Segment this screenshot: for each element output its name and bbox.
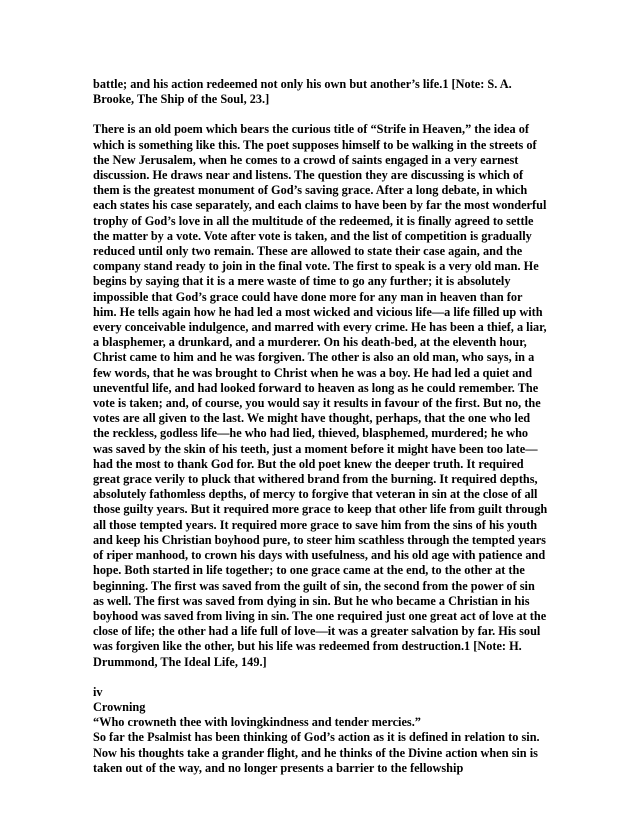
paragraph-strife-in-heaven: There is an old poem which bears the curious title of “Strife in Heaven,” the idea of which is something like this. The poet supposes himself to be walking in the streets of the New Jerusalem, when he comes to a crowd of saints engaged in a very earnest discussion. He draws near and listens. The question they are discussing is which of them is the greatest monument of God’s saving grace. After a long debate, in which each states his case separately, and each claims to have been by far the most wonderful trophy of God’s love in all the multitude of the redeemed, it is finally agreed to settle the matter by a vote. Vote after vote is taken, and the list of competition is gradually reduced until only two remain. These are allowed to state their case again, and the company stand ready to join in the final vote. The first to speak is a very old man. He begins by saying that it is a mere waste of time to go any further; it is absolutely impossible that God’s grace could have done more for any man in heaven than for him. He tells again how he had led a most wicked and vicious life—a life filled up with every conceivable indulgence, and marred with every crime. He has been a thief, a liar, a blasphemer, a drunkard, and a murderer. On his death-bed, at the eleventh hour, Christ came to him and he was forgiven. The other is also an old man, who says, in a few words, that he was brought to Christ when he was a boy. He had led a quiet and uneventful life, and had looked forward to heaven as long as he could remember. The vote is taken; and, of course, you would say it results in favour of the first. But no, the votes are all given to the last. We might have thought, perhaps, that the one who led the reckless, godless life—he who had lied, thieved, blasphemed, murdered; he who was saved by the skin of his teeth, just a moment before it might have been too late—had the most to thank God for. But the old poet knew the deeper truth. It required great grace verily to pluck that withered brand from the burning. It required depths, absolutely fathomless depths, of mercy to forgive that veteran in sin at the close of all those guilty years. But it required more grace to keep that other life from guilt through all those tempted years. It required more grace to save him from the sins of his youth and keep his Christian boyhood pure, to steer him scathless through the tempted years of riper manhood, to crown his days with usefulness, and his old age with patience and hope. Both started in life together; to one grace came at the end, to the other at the beginning. The first was saved from the guilt of sin, the second from the power of sin as well. The first was saved from dying in sin. But he who became a Christian in his boyhood was saved from living in sin. The one required just one great act of love at the close of life; the other had a life full of love—it was a greater salvation by far. His soul was forgiven like the other, but his life was redeemed from destruction.1 [Note: H. Drummond, The Ideal Life, 149.] bbox=[93, 122, 548, 669]
scripture-quote: “Who crowneth thee with lovingkindness and tender mercies.” bbox=[93, 715, 421, 730]
paragraph-crowning: So far the Psalmist has been thinking of God’s action as it is defined in relation to sin. Now his thoughts take a grander flight, and he thinks of the Divine action when sin is taken out of the way, and no longer presents a barrier to the fellowship bbox=[93, 730, 540, 775]
paragraph-spacer bbox=[93, 107, 548, 122]
section-spacer bbox=[93, 670, 548, 685]
section-number: iv bbox=[93, 684, 103, 699]
document-page bbox=[93, 77, 548, 776]
section-title: Crowning bbox=[93, 699, 146, 714]
paragraph-continuation: battle; and his action redeemed not only his own but another’s life.1 [Note: S. A. Brooke, The Ship of the Soul, 23.] bbox=[93, 77, 512, 107]
